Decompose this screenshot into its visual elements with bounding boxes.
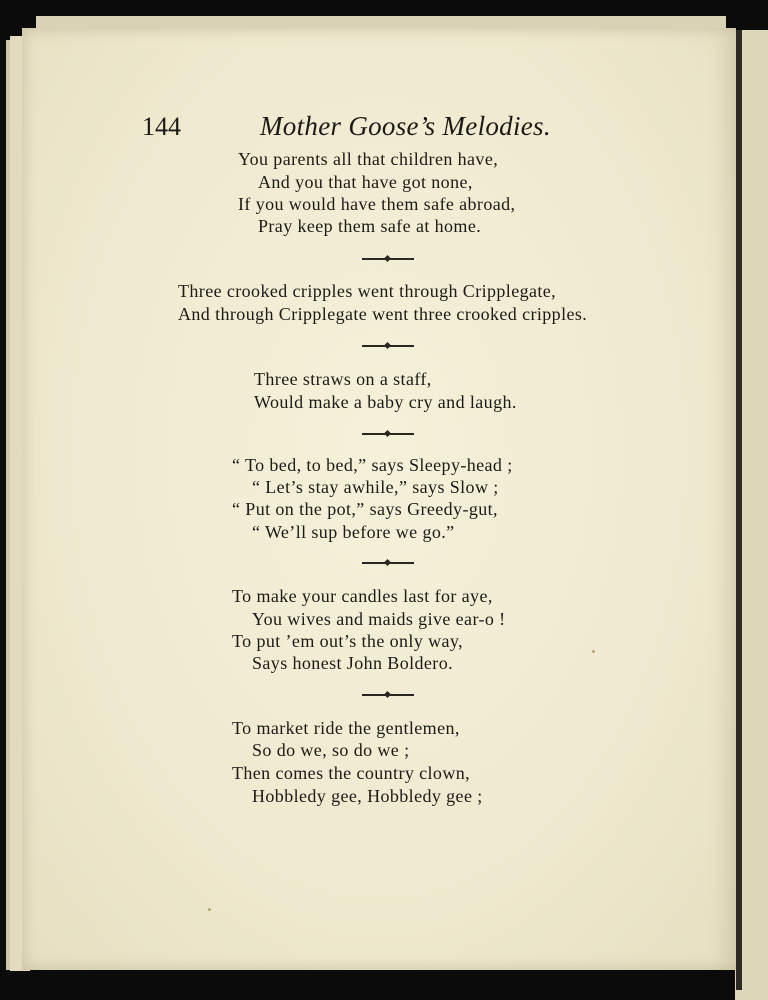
verse-divider-ornament xyxy=(362,694,414,696)
verse-divider-ornament xyxy=(362,433,414,435)
verse-4-line-3: “ Put on the pot,” says Greedy-gut, xyxy=(232,499,498,519)
verse-4-line-2: “ Let’s stay awhile,” says Slow ; xyxy=(252,477,499,497)
verse-6-line-2: So do we, so do we ; xyxy=(252,740,410,760)
verse-2-line-2: And through Cripplegate went three crooked cripples. xyxy=(178,304,588,324)
book-gutter xyxy=(736,30,742,990)
verse-3-line-2: Would make a baby cry and laugh. xyxy=(254,392,517,412)
verse-divider-ornament xyxy=(362,562,414,564)
book-page xyxy=(22,28,736,970)
verse-5-line-1: To make your candles last for aye, xyxy=(232,586,493,606)
verse-5-line-3: To put ’em out’s the only way, xyxy=(232,631,464,651)
verse-divider-ornament xyxy=(362,258,414,260)
verse-3-line-1: Three straws on a staff, xyxy=(254,369,432,389)
verse-divider-ornament xyxy=(362,345,414,347)
verse-6-line-3: Then comes the country clown, xyxy=(232,763,471,783)
verse-4-line-4: “ We’ll sup before we go.” xyxy=(252,522,455,542)
verse-1-line-3: If you would have them safe abroad, xyxy=(238,194,516,214)
verse-5-line-4: Says honest John Boldero. xyxy=(252,653,453,673)
verse-5-line-2: You wives and maids give ear-o ! xyxy=(252,609,506,629)
paper-speck xyxy=(592,650,595,653)
page-number: 144 xyxy=(142,112,181,141)
verse-2-line-1: Three crooked cripples went through Cripplegate, xyxy=(178,281,557,301)
verse-4-line-1: “ To bed, to bed,” says Sleepy-head ; xyxy=(232,455,513,475)
verse-1-line-1: You parents all that children have, xyxy=(238,149,499,169)
paper-speck xyxy=(208,908,211,911)
running-title: Mother Goose’s Melodies. xyxy=(260,111,551,141)
verse-6-line-1: To market ride the gentlemen, xyxy=(232,718,460,738)
verse-1-line-4: Pray keep them safe at home. xyxy=(258,216,482,236)
verse-6-line-4: Hobbledy gee, Hobbledy gee ; xyxy=(252,786,483,806)
verse-1-line-2: And you that have got none, xyxy=(258,172,473,192)
